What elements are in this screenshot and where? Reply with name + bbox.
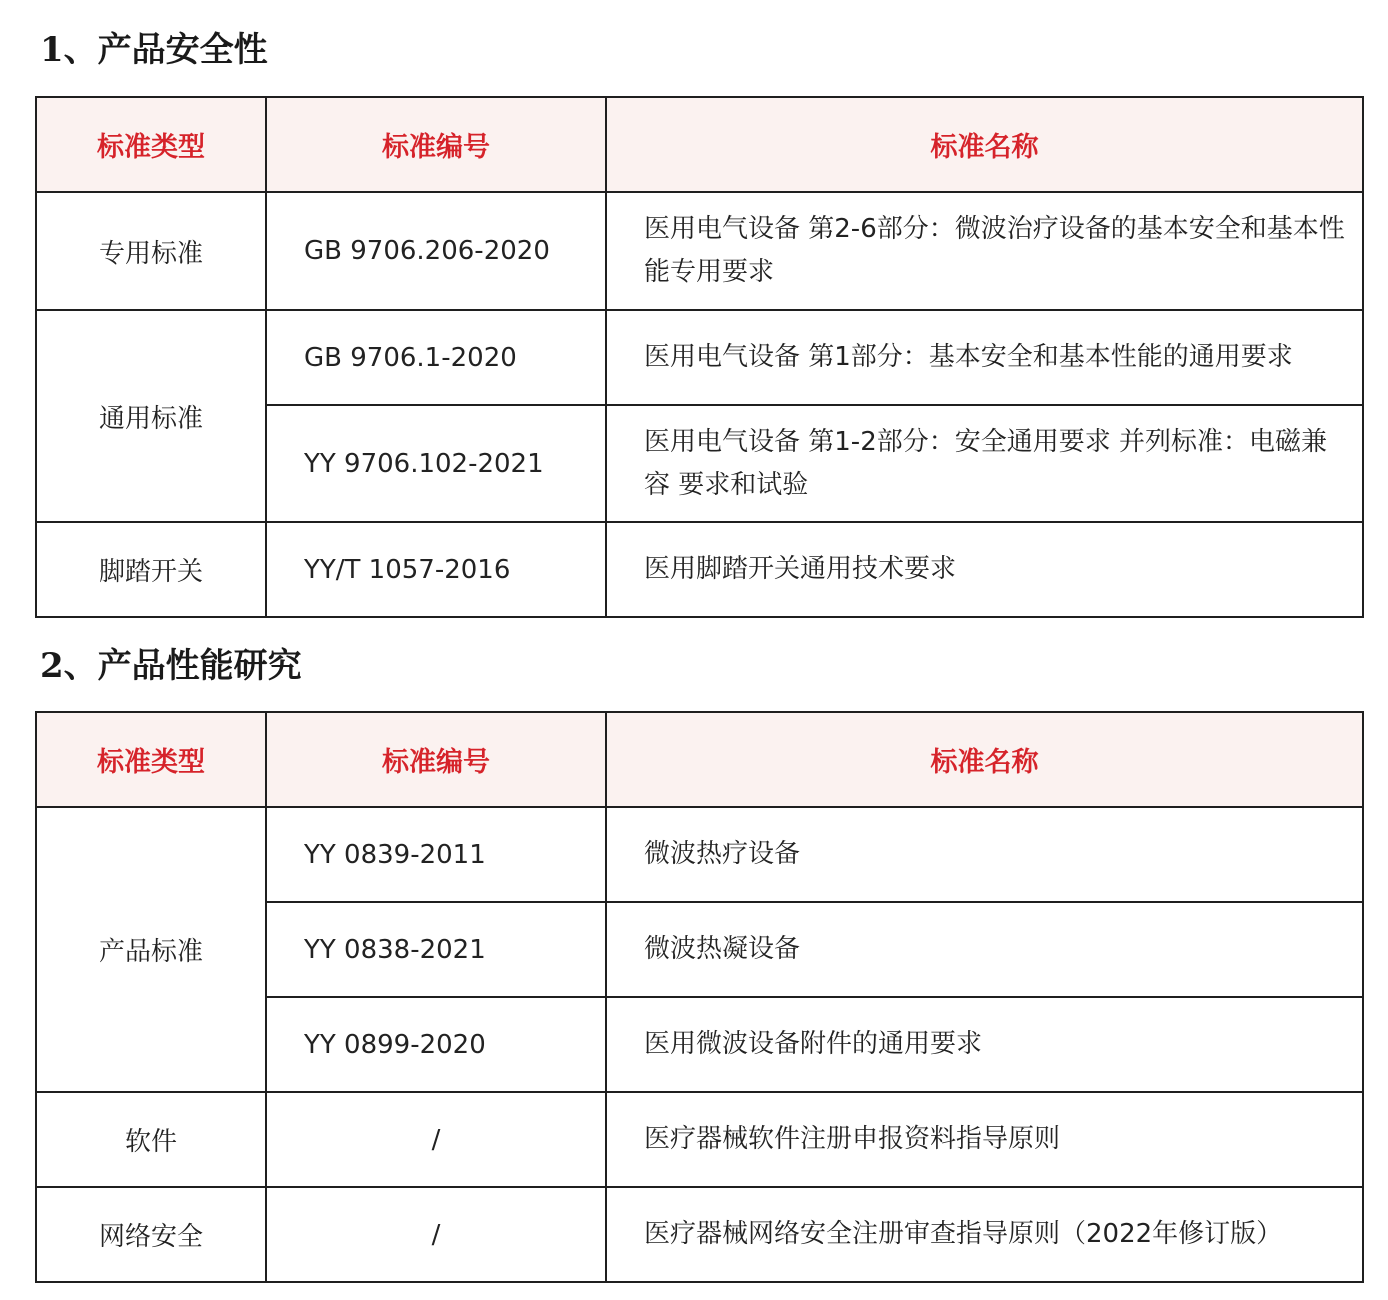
header-standard-code: 标准编号 (266, 712, 606, 807)
header-standard-type: 标准类型 (36, 712, 266, 807)
standard-code-cell: GB 9706.1-2020 (266, 310, 606, 405)
table-row (36, 192, 1363, 310)
standard-code-cell: YY 9706.102-2021 (266, 405, 606, 522)
table-header-row (36, 712, 1363, 807)
standard-name-cell: 微波热凝设备 (606, 902, 1363, 997)
standard-name-cell: 医疗器械网络安全注册审查指导原则（2022年修订版） (606, 1187, 1363, 1282)
standard-type-cell: 网络安全 (36, 1187, 266, 1282)
header-standard-name: 标准名称 (606, 712, 1363, 807)
standard-name-cell: 医用电气设备 第2-6部分：微波治疗设备的基本安全和基本性能专用要求 (606, 192, 1363, 310)
standard-name-cell: 医疗器械软件注册申报资料指导原则 (606, 1092, 1363, 1187)
standard-type-cell: 专用标准 (36, 192, 266, 310)
standard-name-cell: 医用脚踏开关通用技术要求 (606, 522, 1363, 617)
table-row (36, 310, 1363, 405)
standard-type-cell: 软件 (36, 1092, 266, 1187)
header-standard-code: 标准编号 (266, 97, 606, 192)
standard-code-cell: YY/T 1057-2016 (266, 522, 606, 617)
table-row (36, 1187, 1363, 1282)
table-row (36, 1092, 1363, 1187)
section-title-product-safety: 1、产品安全性 (40, 30, 268, 70)
standard-type-cell: 通用标准 (36, 310, 266, 522)
section-title-performance-research: 2、产品性能研究 (40, 646, 302, 686)
standard-code-cell: / (266, 1187, 606, 1282)
standard-code-cell: YY 0839-2011 (266, 807, 606, 902)
standard-name-cell: 医用微波设备附件的通用要求 (606, 997, 1363, 1092)
header-standard-type: 标准类型 (36, 97, 266, 192)
standard-code-cell: GB 9706.206-2020 (266, 192, 606, 310)
table-row (36, 807, 1363, 902)
performance-standards-table (35, 711, 1364, 1283)
standard-name-cell: 微波热疗设备 (606, 807, 1363, 902)
standard-code-cell: YY 0838-2021 (266, 902, 606, 997)
standard-name-cell: 医用电气设备 第1部分：基本安全和基本性能的通用要求 (606, 310, 1363, 405)
table-row (36, 522, 1363, 617)
standard-code-cell: / (266, 1092, 606, 1187)
product-safety-standards-table (35, 96, 1364, 618)
standard-type-cell: 脚踏开关 (36, 522, 266, 617)
header-standard-name: 标准名称 (606, 97, 1363, 192)
standard-code-cell: YY 0899-2020 (266, 997, 606, 1092)
table-header-row (36, 97, 1363, 192)
standard-name-cell: 医用电气设备 第1-2部分：安全通用要求 并列标准：电磁兼容 要求和试验 (606, 405, 1363, 522)
standard-type-cell: 产品标准 (36, 807, 266, 1092)
